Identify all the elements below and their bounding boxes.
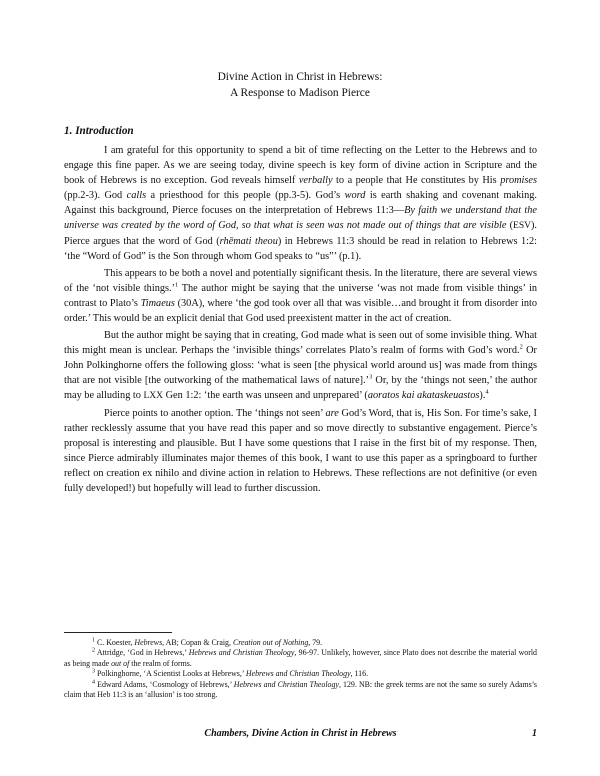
footnotes — [64, 638, 537, 700]
footnote-1: $^1$ C. Koester, Hebrews, AB; Copan & Craig, Creation out of Nothing, 79. — [92, 637, 323, 647]
paragraph-3: But the author might be saying that in creating, God made what is seen out of some invisible thing. What this might mean is unclear. Perhaps the ‘invisible things’ correlates Plato’s realm of forms with God’s word.$^2$ Or John Polkinghorne offers the following gloss: ‘what is seen [the physical world around us] was made from things that are not visible [the outworking of the mathematical laws of nature].’$^3$ Or, by the ‘things not seen,’ the author may be alluding to LXX Gen 1:2: ‘the earth was unseen and unprepared’ (aoratos kai akataskeuastos).$^4$ — [64, 330, 537, 401]
paper-title-line-2: A Response to Madison Pierce — [230, 87, 370, 99]
paper-title-line-1: Divine Action in Christ in Hebrews: — [217, 71, 383, 83]
footnote-ref-1: 1 — [175, 281, 179, 289]
footnote-ref-2: 2 — [519, 343, 523, 351]
paragraph-1: I am grateful for this opportunity to spend a bit of time reflecting on the Letter to the Hebrews and to engage this fine paper. As we are seeing today, divine speech is key form of divine action in Scripture and the book of Hebrews is no exception. God reveals himself verbally to a people that He constitutes by His promises (pp.2-3). God calls a priesthood for this people (pp.3-5). God’s word is earth shaking and covenant making. Against this background, Pierce focuses on the interpretation of Hebrews 11:3—By faith we understand that the universe was created by the word of God, so that what is seen was not made out of things that are visible (ESV). Pierce argues that the word of God (rhēmati theou) in Hebrews 11:3 should be read in relation to Hebrews 1:2: ‘the “Word of God” is the Son through whom God speaks to “us”’ (p.1). — [64, 145, 538, 262]
section-heading: 1. Introduction — [64, 125, 134, 137]
running-title: Chambers, Divine Action in Christ in Hebrews — [204, 728, 397, 739]
footnote-ref-3: 3 — [369, 373, 373, 381]
footnote-2: $^2$ Attridge, ‘God in Hebrews,’ Hebrews and Christian Theology, 96-97. Unlikely, however, since Plato does not describe the material world as being made out of the realm of forms. — [64, 647, 537, 668]
paragraph-2: This appears to be both a novel and potentially significant thesis. In the literature, there are several views of the ‘not visible things.’$^1$ The author might be saying that the universe ‘was not made from visible things’ in contrast to Plato’s Timaeus (30A), where ‘the god took over all that was visible…and brought it from disorder into order.’ This would be an explicit denial that God used preexistent matter in the act of creation. — [64, 268, 537, 324]
footnote-ref-4: 4 — [485, 388, 489, 396]
footnote-divider — [64, 632, 172, 633]
footnote-3: $^3$ Polkinghorne, ‘A Scientist Looks at Hebrews,’ Hebrews and Christian Theology, 116. — [92, 668, 369, 679]
page-number: 1 — [532, 728, 537, 739]
body-text — [64, 143, 537, 496]
paragraph-4: Pierce points to another option. The ‘things not seen’ are God’s Word, that is, His Son. For time’s sake, I rather recklessly assume that you have read this paper and so move directly to substantive engagement. Pierce’s proposal is interesting and plausible. But I have some questions that I raise in the first bit of my response. Then, since Pierce admirably illuminates major themes of this book, I want to use this paper as a springboard to further reflect on creation ex nihilo and divine action in relation to Hebrews. These reflections are not definitive (or even fully developed!) but hopefully will lead to further discussion. — [64, 408, 537, 494]
hebrews-quote: By faith we understand that the universe was created by the word of God, so that what is seen was not made out of things that are visible — [64, 205, 538, 231]
footnote-4: $^4$ Edward Adams, ‘Cosmology of Hebrews,’ Hebrews and Christian Theology, 129. NB: the greek terms are not the same so surely Adams’s claim that Heb 11:3 is an ‘allusion’ is too strong. — [64, 679, 537, 700]
